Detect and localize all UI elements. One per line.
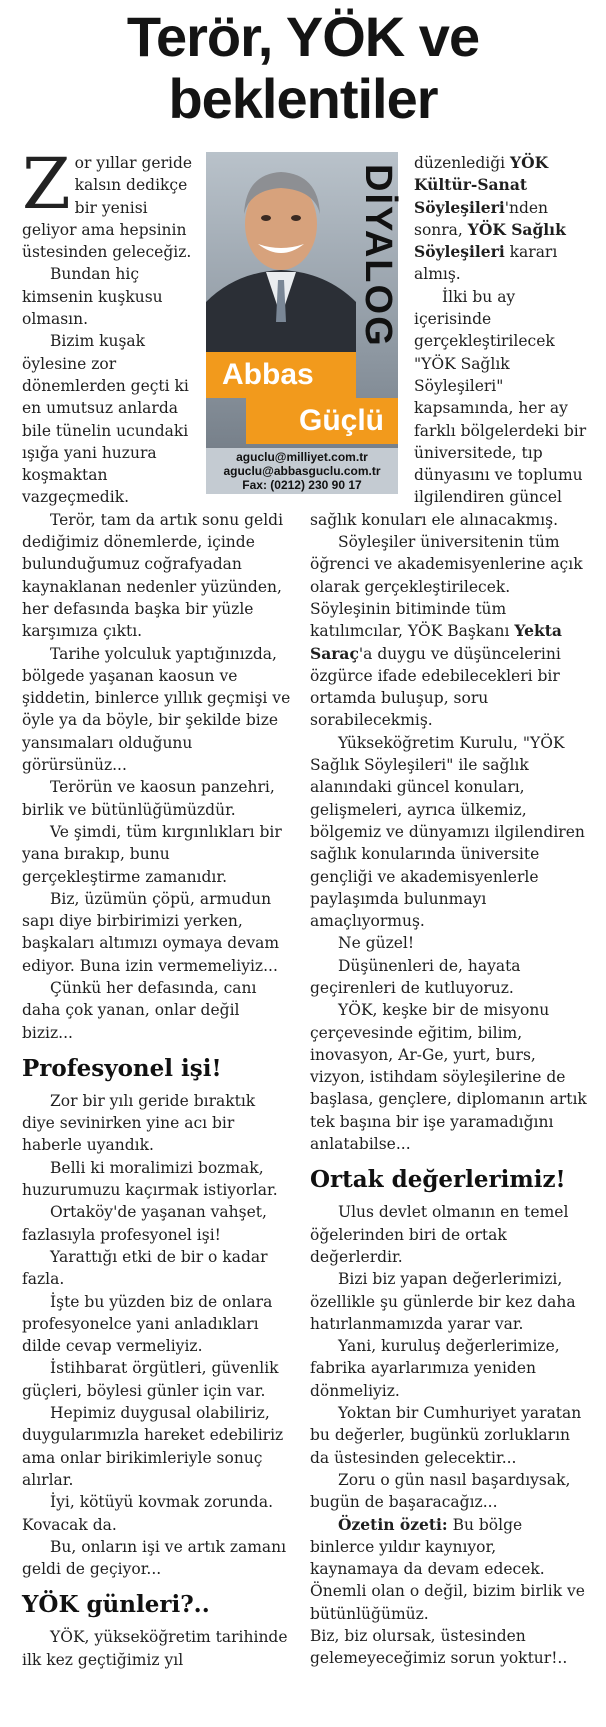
author-last-name: Güçlü [246, 398, 398, 444]
article-paragraph: Terörün ve kaosun panzehri, birlik ve bütünlüğümüzdür. [22, 778, 275, 819]
article-paragraph: Belli ki moralimizi bozmak, huzurumuzu kaçırmak istiyorlar. [22, 1158, 278, 1200]
article-paragraph: Yani, kuruluş değerlerimize, fabrika ayarlarımıza yeniden dönmeliyiz. [310, 1337, 560, 1400]
author-fax: Fax: (0212) 230 90 17 [242, 478, 362, 492]
subheading-yok-gunleri: YÖK günleri?.. [22, 1591, 210, 1619]
article-paragraph: Bundan hiç kimsenin kuşkusu olmasın. [22, 265, 163, 329]
author-email-2[interactable]: aguclu@abbasguclu.com.tr [223, 464, 381, 478]
article-paragraph: YÖK, keşke bir de misyonu çerçevesinde eğitim, bilim, inovasyon, Ar-Ge, yurt, burs, vizyon, istihdam söyleşilerine de başlasa, gençlere, diplomanın artık tek başına bir işe yaramadığını anlatabilse... [310, 1001, 587, 1154]
article-paragraph: Bizi biz yapan değerlerimizi, özellikle şu günlerde bir kez daha hatırlanmamızda yarar var. [310, 1270, 576, 1333]
article-paragraph: Ulus devlet olmanın en temel öğelerinden biri de ortak değerlerdir. [310, 1203, 569, 1266]
article-column-1 [22, 143, 292, 1671]
article-paragraph: İstihbarat örgütleri, güvenlik güçleri, böylesi günler için var. [22, 1359, 279, 1400]
article-paragraph: Ne güzel! [338, 934, 415, 953]
article-paragraph: düzenlediği YÖK Kültür-Sanat Söyleşileri'nden sonra, YÖK Sağlık Söyleşileri kararı almış. [414, 153, 566, 284]
article-paragraph: Tarihe yolculuk yaptığınızda, bölgede yaşanan kaosun ve şiddetin, binlerce yıllık geçmişi ve öyle ya da böyle, bir şekilde bize yansımaları olduğunu görürsünüz... [22, 644, 291, 775]
portrait-wrap-spacer [310, 152, 414, 504]
article-paragraph: Biz, üzümün çöpü, armudun sapı diye birbirimizi yerken, başkaları altımızı oymaya devam ediyor. Buna izin vermemeliyiz... [22, 889, 280, 975]
column-label: DİYALOG [357, 164, 399, 348]
article-paragraph: Bizim kuşak öylesine zor dönemlerden geçti ki en umutsuz anlarda bile tünelin ucundaki ışığa yani huzura koşmaktan vazgeçmedik. [22, 332, 189, 507]
subheading-ortak-degerlerimiz: Ortak değerlerimiz! [310, 1166, 566, 1194]
article-column-2 [310, 152, 588, 1670]
drop-cap: Z [22, 143, 71, 225]
article-paragraph: Yarattığı etki de bir o kadar fazla. [22, 1247, 268, 1289]
article-paragraph: Söyleşiler üniversitenin tüm öğrenci ve akademisyenlerine açık olarak gerçekleştirilecek. Söyleşinin bitiminde tüm katılımcılar, YÖK Başkanı Yekta Saraç'a duygu ve düşüncelerini özgürce ifade edebilecekleri bir ortamda buluşup, soru sorabilecekmiş. [310, 533, 583, 730]
headline: Terör, YÖK ve beklentiler [126, 5, 480, 130]
author-first-name: Abbas [206, 352, 356, 398]
article-paragraph: Zor yıllar geride kalsın dedikçe bir yenisi geliyor ama hepsinin üstesinden geleceğiz. [22, 143, 193, 262]
article-paragraph: İlki bu ay içerisinde gerçekleştirilecek "YÖK Sağlık Söyleşileri" kapsamında, her ay farklı bölgelerdeki bir üniversitede, tıp dünyasını ve toplumu ilgilendiren güncel sağlık konuları ele alınacakmış. [310, 287, 587, 529]
portrait-wrap-spacer [198, 152, 292, 484]
article-paragraph: Hepimiz duygusal olabiliriz, duygularımızla hareket edebiliriz ama onlar birikimleriyle sonuç alırlar. [22, 1404, 284, 1489]
article-paragraph: Zor bir yılı geride bıraktık diye sevinirken yine acı bir haberle uyandık. [22, 1091, 256, 1155]
article-paragraph: Ortaköy'de yaşanan vahşet, fazlasıyla profesyonel işi! [22, 1203, 267, 1244]
author-email-1[interactable]: aguclu@milliyet.com.tr [236, 450, 368, 464]
article-paragraph: Yoktan bir Cumhuriyet yaratan bu değerler, bugünkü zorlukların da üstesinden gelecektir... [310, 1404, 582, 1467]
article-paragraph: Biz, biz olursak, üstesinden gelemeyeceğimiz sorun yoktur!.. [310, 1627, 568, 1668]
subheading-profesyonel: Profesyonel işi! [22, 1054, 222, 1082]
article-paragraph: Özetin özeti: Bu bölge binlerce yıldır kaynıyor, kaynamaya da devam edecek. Önemli olan o değil, bizim birlik ve bütünlüğümüz. [310, 1514, 585, 1623]
article-paragraph: Bu, onların işi ve artık zamanı geldi de geçiyor... [22, 1537, 287, 1579]
article-paragraph: Yükseköğretim Kurulu, "YÖK Sağlık Söyleşileri" ile sağlık alanındaki güncel konuları, gelişmeleri, ayrıca ülkemiz, bölgemiz ve dünyamızı ilgilendiren sağlık konularında üniversite gençliği ve akademisyenlerle paylaşımda bulunmayı amaçlıyormuş. [310, 733, 585, 931]
article-paragraph: İşte bu yüzden biz de onlara profesyonelce yani anladıkları dilde cevap vermeliyiz. [22, 1292, 273, 1356]
article-paragraph: Zoru o gün nasıl başardıysak, bugün de başaracağız... [310, 1470, 571, 1512]
article-paragraph: Ve şimdi, tüm kırgınlıkları bir yana bırakıp, bunu gerçekleştirme zamanıdır. [22, 822, 282, 886]
article-paragraph: Düşünenleri de, hayata geçirenleri de kutluyoruz. [310, 956, 521, 997]
article-paragraph: Çünkü her defasında, canı daha çok yanan, onlar değil biziz... [22, 978, 257, 1042]
article-paragraph: YÖK, yükseköğretim tarihinde ilk kez geçtiğimiz yıl [22, 1628, 288, 1669]
article-paragraph: İyi, kötüyü kovmak zorunda. Kovacak da. [22, 1493, 273, 1534]
article-paragraph: Terör, tam da artık sonu geldi dediğimiz dönemlerde, içinde bulunduğumuz coğrafyadan kaynaklanan nedenler yüzünden, her defasında başka bir yüzle karşımıza çıktı. [22, 510, 284, 641]
